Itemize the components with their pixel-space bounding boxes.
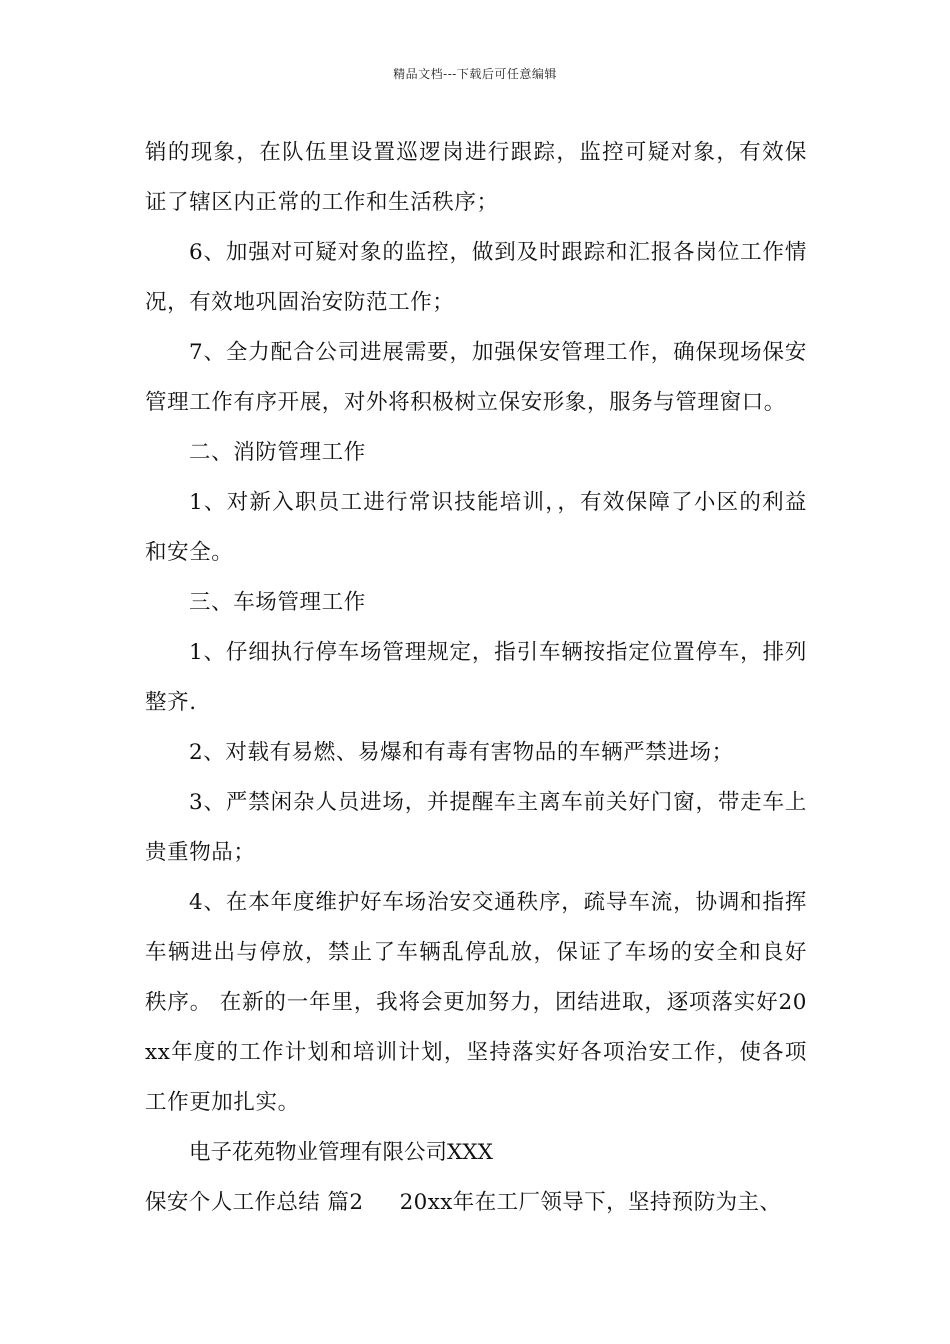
paragraph-parking-item-2: 2、对载有易燃、易爆和有毒有害物品的车辆严禁进场；	[189, 740, 734, 765]
next-section-line: 保安个人工作总结 篇2 20xx年在工厂领导下，坚持预防为主、	[145, 1190, 782, 1215]
section-heading-fire: 二、消防管理工作	[189, 440, 366, 465]
paragraph-item-6: 6、加强对可疑对象的监控，做到及时跟踪和汇报各岗位工作情况，有效地巩固治安防范工作；	[145, 240, 807, 315]
paragraph-item-7: 7、全力配合公司进展需要，加强保安管理工作，确保现场保安管理工作有序开展，对外将积极树立保安形象，服务与管理窗口。	[145, 340, 807, 415]
paragraph-parking-item-4: 4、在本年度维护好车场治安交通秩序，疏导车流，协调和指挥车辆进出与停放，禁止了车辆乱停乱放，保证了车场的安全和良好秩序。 在新的一年里，我将会更加努力，团结进取，逐项落实好20xx年度的工作计划和培训计划，坚持落实好各项治安工作，使各项工作更加扎实。	[145, 890, 807, 1115]
paragraph-fire-item-1: 1、对新入职员工进行常识技能培训，，有效保障了小区的利益和安全。	[145, 490, 807, 565]
signature-line: 电子花苑物业管理有限公司XXX	[189, 1140, 493, 1165]
paragraph-parking-item-3: 3、严禁闲杂人员进场，并提醒车主离车前关好门窗，带走车上贵重物品；	[145, 790, 807, 865]
page-header: 精品文档---下载后可任意编辑	[393, 67, 557, 81]
section-heading-parking: 三、车场管理工作	[189, 590, 366, 615]
paragraph-parking-item-1: 1、仔细执行停车场管理规定，指引车辆按指定位置停车，排列整齐.	[145, 640, 807, 715]
document-body	[145, 128, 807, 1228]
paragraph-continuation: 销的现象，在队伍里设置巡逻岗进行跟踪，监控可疑对象，有效保证了辖区内正常的工作和生活秩序；	[145, 140, 807, 215]
